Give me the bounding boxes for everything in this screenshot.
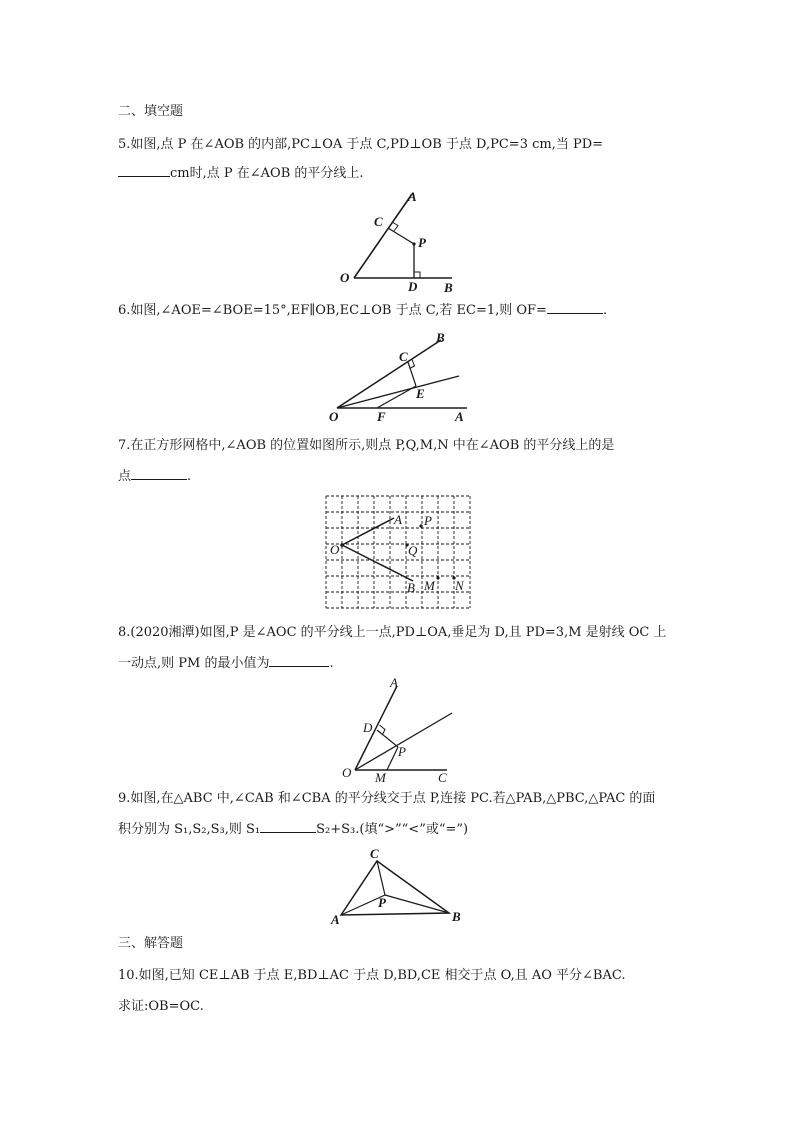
section-answer-title: 三、解答题 <box>118 936 184 951</box>
q8-line2: 一动点,则 PM 的最小值为 <box>118 656 270 671</box>
q5-line2: cm时,点 P 在∠AOB 的平分线上. <box>170 166 364 181</box>
q8-label-A: A <box>390 675 398 690</box>
q6-label-F: F <box>377 409 386 424</box>
q9-label-A: A <box>331 912 340 927</box>
q8-label-D: D <box>363 720 373 735</box>
q6-answer-blank[interactable] <box>547 301 603 314</box>
q8-label-O: O <box>342 765 352 780</box>
q5-answer-blank[interactable] <box>118 164 170 177</box>
section-fill-title: 二、填空题 <box>118 104 184 119</box>
q9-label-B: B <box>452 909 461 924</box>
q6-line1-end: . <box>602 303 608 318</box>
q6-label-C: C <box>399 349 408 364</box>
q5-label-O: O <box>340 270 350 285</box>
q6-label-A: A <box>455 409 464 424</box>
q6-line1-wrap <box>118 301 607 320</box>
q6-line1: 6.如图,∠AOE=∠BOE=15°,EF∥OB,EC⊥OB 于点 C,若 EC=1,则 OF= <box>118 303 547 318</box>
q5-figure <box>330 188 470 298</box>
q5-label-D: D <box>408 279 418 294</box>
q8-label-M: M <box>375 770 386 785</box>
q8-line2-wrap <box>118 654 334 673</box>
q7-line1: 7.在正方形网格中,∠AOB 的位置如图所示,则点 P,Q,M,N 中在∠AOB 的平分线上的是 <box>118 438 615 453</box>
q7-label-A: A <box>394 512 402 527</box>
q7-label-Q: Q <box>408 543 418 558</box>
q5-label-B: B <box>444 280 453 295</box>
q7-line2-end: . <box>187 469 192 484</box>
q6-label-O: O <box>329 409 339 424</box>
q9-label-P: P <box>378 895 386 910</box>
q8-label-P: P <box>398 744 406 759</box>
q8-line2-end: . <box>329 656 334 671</box>
q9-line2-end: S₂+S₃.(填“>”“<”或“=”) <box>316 822 469 837</box>
q6-figure <box>325 330 475 425</box>
q7-label-P: P <box>424 513 432 528</box>
q5-label-A: A <box>408 189 417 204</box>
q9-line2-start: 积分别为 S₁,S₂,S₃,则 S₁ <box>118 822 261 837</box>
q7-label-B: B <box>407 580 415 595</box>
q9-label-C: C <box>370 846 379 861</box>
q6-label-E: E <box>416 386 425 401</box>
q9-line1: 9.如图,在△ABC 中,∠CAB 和∠CBA 的平分线交于点 P,连接 PC.若△PAB,△PBC,△PAC 的面 <box>118 791 656 806</box>
q7-label-N: N <box>455 578 464 593</box>
q7-line2-wrap <box>118 467 191 486</box>
q9-answer-blank[interactable] <box>260 820 316 833</box>
q6-label-B: B <box>436 330 445 345</box>
q10-line2: 求证:OB=OC. <box>118 999 204 1014</box>
q5-label-C: C <box>374 214 383 229</box>
q8-figure <box>335 674 460 786</box>
q7-answer-blank[interactable] <box>131 467 187 480</box>
q7-label-O: O <box>330 542 340 557</box>
q7-grid-figure <box>325 495 471 611</box>
q7-line2-start: 点 <box>118 469 132 484</box>
q10-line1: 10.如图,已知 CE⊥AB 于点 E,BD⊥AC 于点 D,BD,CE 相交于点 O,且 AO 平分∠BAC. <box>118 968 626 983</box>
q9-line2-wrap <box>118 820 468 839</box>
q9-figure <box>325 843 470 928</box>
q8-line1: 8.(2020湘潭)如图,P 是∠AOC 的平分线上一点,PD⊥OA,垂足为 D,且 PD=3,M 是射线 OC 上 <box>118 625 667 640</box>
q8-label-C: C <box>438 770 447 785</box>
q5-label-P: P <box>418 235 426 250</box>
q8-answer-blank[interactable] <box>269 654 329 667</box>
q7-label-M: M <box>424 578 435 593</box>
q5-line1: 5.如图,点 P 在∠AOB 的内部,PC⊥OA 于点 C,PD⊥OB 于点 D,PC=3 cm,当 PD= <box>118 137 604 152</box>
q5-line2-wrap <box>118 164 364 183</box>
